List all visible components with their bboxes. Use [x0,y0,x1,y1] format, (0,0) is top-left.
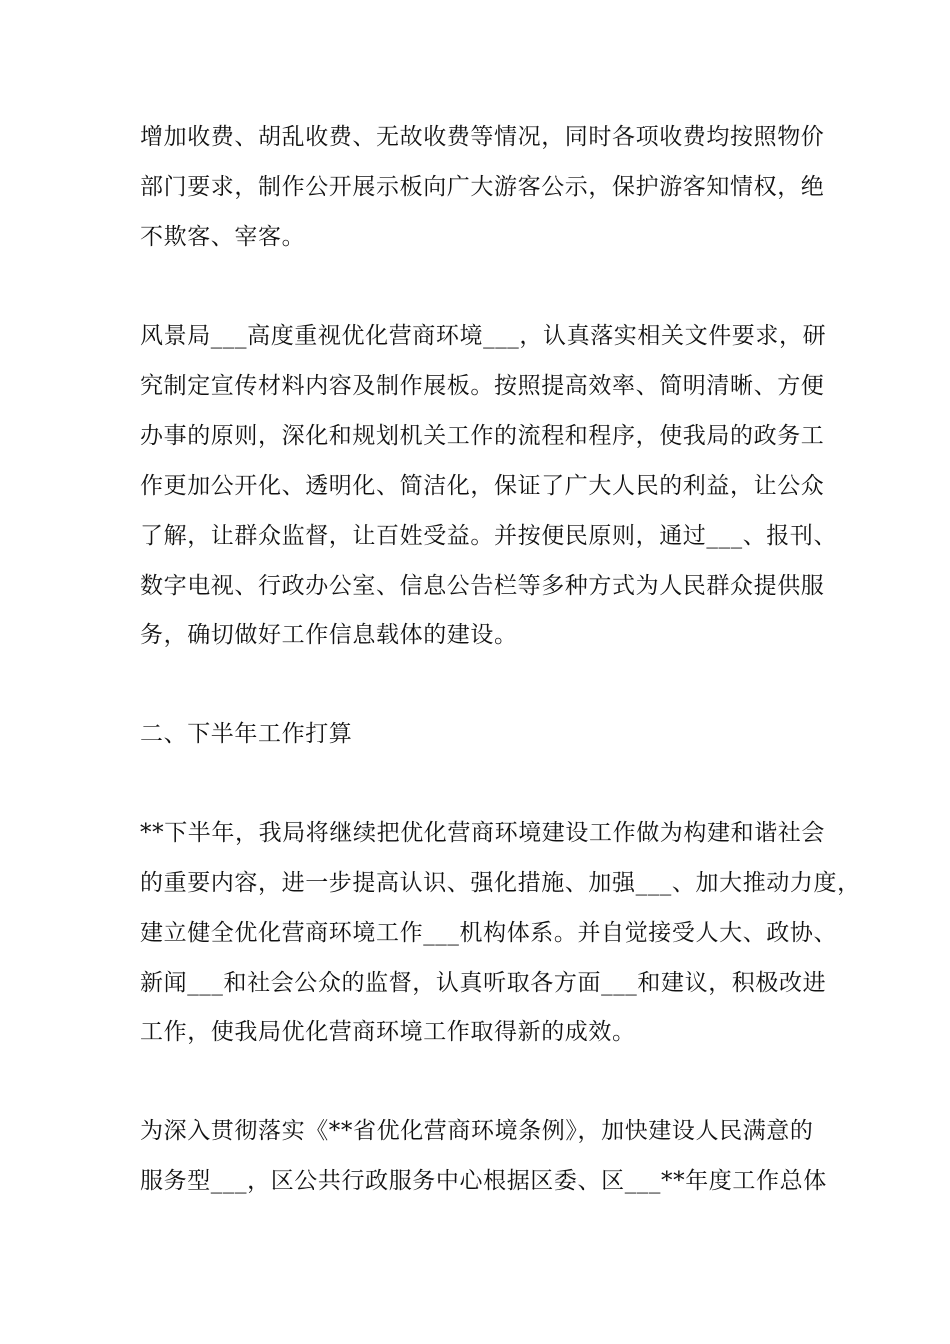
paragraph-2-line-1: 风景局___高度重视优化营商环境___，认真落实相关文件要求，研 [140,323,827,349]
paragraph-1-line-1: 增加收费、胡乱收费、无故收费等情况，同时各项收费均按照物价 [140,124,825,150]
paragraph-3-line-2: 的重要内容，进一步提高认识、强化措施、加强___、加大推动力度， [140,870,861,896]
paragraph-3-line-4: 新闻___和社会公众的监督，认真听取各方面___和建议，积极改进 [140,970,827,996]
section-heading: 二、下半年工作打算 [140,721,353,747]
paragraph-3-line-5: 工作，使我局优化营商环境工作取得新的成效。 [140,1019,636,1045]
paragraph-2-line-5: 了解，让群众监督，让百姓受益。并按便民原则，通过___、报刊、 [140,523,838,549]
paragraph-1-line-3: 不欺客、宰客。 [140,224,306,250]
paragraph-2-line-3: 办事的原则，深化和规划机关工作的流程和程序，使我局的政务工 [140,423,825,449]
paragraph-2-line-7: 务，确切做好工作信息载体的建设。 [140,622,518,648]
paragraph-2-line-2: 究制定宣传材料内容及制作展板。按照提高效率、简明清晰、方便 [140,373,825,399]
paragraph-2-line-6: 数字电视、行政办公室、信息公告栏等多种方式为人民群众提供服 [140,573,825,599]
paragraph-4-line-2: 服务型___，区公共行政服务中心根据区委、区___**年度工作总体 [140,1168,827,1194]
paragraph-3-line-3: 建立健全优化营商环境工作___机构体系。并自觉接受人大、政协、 [140,920,838,946]
paragraph-4-line-1: 为深入贯彻落实《**省优化营商环境条例》，加快建设人民满意的 [140,1118,814,1144]
paragraph-1-line-2: 部门要求，制作公开展示板向广大游客公示，保护游客知情权，绝 [140,174,825,200]
paragraph-2-line-4: 作更加公开化、透明化、简洁化，保证了广大人民的利益，让公众 [140,473,825,499]
paragraph-3-line-1: **下半年，我局将继续把优化营商环境建设工作做为构建和谐社会 [140,820,825,846]
